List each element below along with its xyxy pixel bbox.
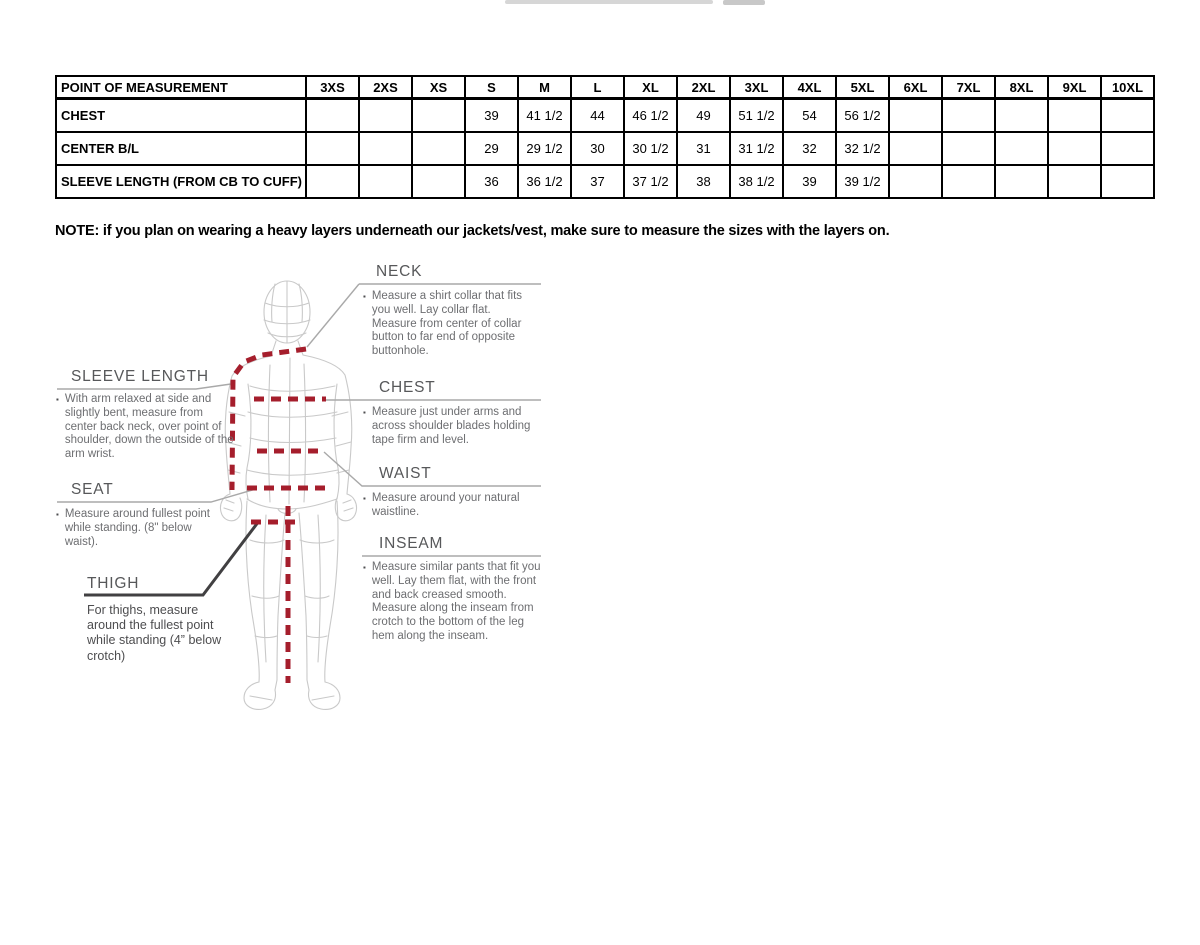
size-cell: 41 1/2 — [518, 99, 571, 133]
note-text: NOTE: if you plan on wearing a heavy layers underneath our jackets/vest, make sure to measure the sizes with the layers on. — [55, 223, 890, 239]
size-cell: 37 — [571, 165, 624, 198]
size-cell — [1048, 99, 1101, 133]
size-cell — [889, 132, 942, 165]
size-cell: 31 — [677, 132, 730, 165]
section-text-neck: ▪ Measure a shirt collar that fits you well. Lay collar flat. Measure from center of collar button to far end of opposite buttonhole. — [363, 290, 523, 358]
column-header: POINT OF MEASUREMENT — [56, 76, 306, 99]
row-label: SLEEVE LENGTH (FROM CB TO CUFF) — [56, 165, 306, 198]
row-label: CENTER B/L — [56, 132, 306, 165]
size-cell — [889, 165, 942, 198]
size-cell: 30 1/2 — [624, 132, 677, 165]
section-title-thigh: THIGH — [87, 575, 140, 592]
measurement-lines — [232, 349, 331, 683]
column-header: 7XL — [942, 76, 995, 99]
column-header: 4XL — [783, 76, 836, 99]
size-cell — [306, 132, 359, 165]
section-title-waist: WAIST — [379, 465, 432, 482]
size-table — [55, 75, 1155, 199]
size-cell: 49 — [677, 99, 730, 133]
size-cell — [1101, 99, 1154, 133]
column-header: 2XL — [677, 76, 730, 99]
size-cell: 29 1/2 — [518, 132, 571, 165]
size-cell: 32 1/2 — [836, 132, 889, 165]
bullet-square-icon: ▪ — [363, 292, 366, 301]
size-cell: 36 — [465, 165, 518, 198]
column-header: 9XL — [1048, 76, 1101, 99]
column-header: 6XL — [889, 76, 942, 99]
section-text-seat: ▪ Measure around fullest point while standing. (8" below waist). — [56, 508, 210, 548]
table-header-row — [56, 76, 1154, 99]
section-title-sleeve-length: SLEEVE LENGTH — [71, 368, 209, 385]
cropped-title-remnant — [505, 0, 765, 6]
bullet-square-icon: ▪ — [363, 408, 366, 417]
size-cell: 36 1/2 — [518, 165, 571, 198]
table-row-sleeve-length — [56, 165, 1154, 198]
size-cell — [359, 99, 412, 133]
size-cell — [942, 99, 995, 133]
mannequin-figure — [220, 281, 356, 709]
column-header: 3XS — [306, 76, 359, 99]
size-cell: 39 — [465, 99, 518, 133]
size-cell — [942, 132, 995, 165]
size-cell — [1101, 165, 1154, 198]
size-cell: 32 — [783, 132, 836, 165]
size-cell: 31 1/2 — [730, 132, 783, 165]
size-cell: 46 1/2 — [624, 99, 677, 133]
bullet-square-icon: ▪ — [56, 510, 59, 519]
size-cell — [306, 99, 359, 133]
table-row-center-bl — [56, 132, 1154, 165]
size-cell — [412, 165, 465, 198]
neck-sleeve-measure-line — [232, 349, 306, 490]
size-cell — [995, 132, 1048, 165]
size-cell: 38 — [677, 165, 730, 198]
section-text-waist: ▪ Measure around your natural waistline. — [363, 492, 520, 518]
bullet-square-icon: ▪ — [363, 563, 366, 572]
bullet-square-icon: ▪ — [363, 494, 366, 503]
column-header: 3XL — [730, 76, 783, 99]
size-cell — [412, 99, 465, 133]
size-cell: 39 1/2 — [836, 165, 889, 198]
size-cell: 44 — [571, 99, 624, 133]
section-text-inseam: ▪ Measure similar pants that fit you well. Lay them flat, with the front and back creased smooth. Measure along the inseam from crotch to the bottom of the leg hem along the inseam. — [363, 561, 541, 642]
size-cell: 56 1/2 — [836, 99, 889, 133]
column-header: 2XS — [359, 76, 412, 99]
section-title-inseam: INSEAM — [379, 535, 444, 552]
size-cell — [1048, 165, 1101, 198]
size-cell: 30 — [571, 132, 624, 165]
size-cell — [1101, 132, 1154, 165]
size-cell — [359, 132, 412, 165]
section-title-seat: SEAT — [71, 481, 114, 498]
size-cell: 38 1/2 — [730, 165, 783, 198]
size-cell — [942, 165, 995, 198]
size-cell — [995, 99, 1048, 133]
size-cell — [306, 165, 359, 198]
size-cell — [995, 165, 1048, 198]
size-cell: 51 1/2 — [730, 99, 783, 133]
size-cell: 29 — [465, 132, 518, 165]
section-title-chest: CHEST — [379, 379, 436, 396]
column-header: 10XL — [1101, 76, 1154, 99]
size-cell: 54 — [783, 99, 836, 133]
size-cell — [1048, 132, 1101, 165]
column-header: 8XL — [995, 76, 1048, 99]
column-header: M — [518, 76, 571, 99]
size-cell: 37 1/2 — [624, 165, 677, 198]
column-header: S — [465, 76, 518, 99]
section-text-chest: ▪ Measure just under arms and across shoulder blades holding tape firm and level. — [363, 406, 531, 446]
section-title-neck: NECK — [376, 263, 423, 280]
section-text-sleeve-length: ▪ With arm relaxed at side and slightly bent, measure from center back neck, over point of shoulder, down the outside of the arm wrist. — [56, 393, 234, 461]
row-label: CHEST — [56, 99, 306, 133]
size-cell — [889, 99, 942, 133]
size-cell: 39 — [783, 165, 836, 198]
size-cell — [412, 132, 465, 165]
column-header: L — [571, 76, 624, 99]
column-header: 5XL — [836, 76, 889, 99]
column-header: XS — [412, 76, 465, 99]
bullet-square-icon: ▪ — [56, 395, 59, 404]
table-row-chest — [56, 99, 1154, 133]
section-text-thigh: For thighs, measure around the fullest point while standing (4” below crotch) — [87, 603, 222, 663]
size-cell — [359, 165, 412, 198]
column-header: XL — [624, 76, 677, 99]
